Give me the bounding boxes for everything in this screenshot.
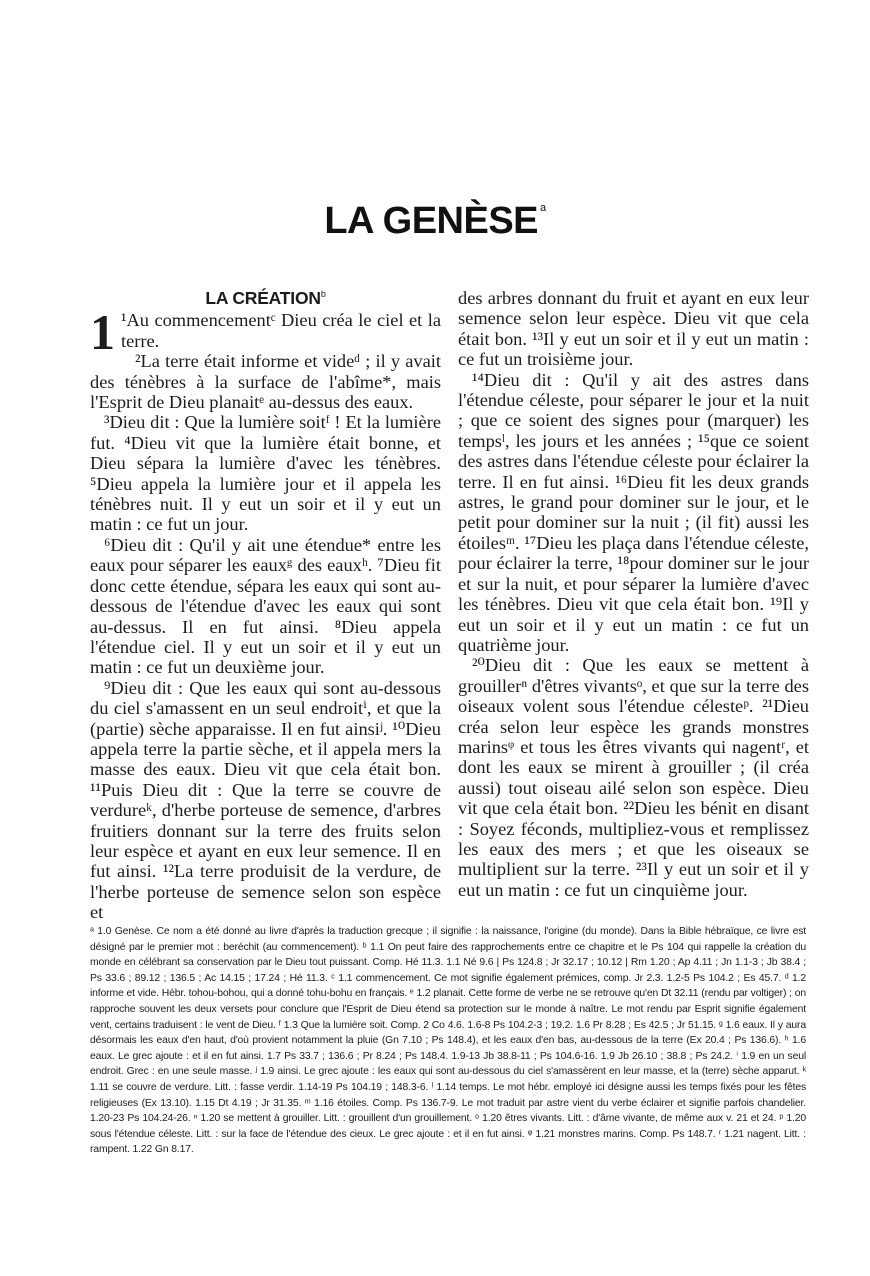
section-title-note: b <box>320 289 326 299</box>
left-column <box>90 280 441 923</box>
verse-paragraph <box>90 304 441 361</box>
book-title <box>0 184 870 245</box>
chapter-number: 1 <box>90 304 115 361</box>
verse-paragraph: ³Dieu dit : Que la lumière soitᶠ ! Et la lumière fut. ⁴Dieu vit que la lumière était bonne, et Dieu sépara la lumière d'avec les ténèbres. ⁵Dieu appela la lumière jour et il appela les ténèbres nuit. Il y eut un soir et il y eut un matin : ce fut un jour. <box>90 412 441 535</box>
footnotes: ᵃ 1.0 Genèse. Ce nom a été donné au livre d'après la traduction grecque ; il signifie : la naissance, l'origine (du monde). Dans la Bible hébraïque, ce livre est désigné par le premier mot : beréchit (au commencement). ᵇ 1.1 On peut faire des rapprochements entre ce chapitre et le Ps 104 qui rappelle la création du monde en célébrant sa conservation par le Dieu tout puissant. Comp. Hé 11.3. 1.1 Né 9.6 | Ps 124.8 ; Jr 32.17 ; 10.12 | Rm 1.20 ; Ap 4.11 ; Jn 1.1-3 ; Jb 38.4 ; Ps 33.6 ; 89.12 ; 136.5 ; Ac 14.15 ; 17.24 ; Hé 11.3. ᶜ 1.1 commencement. Ce mot signifie également prémices, comp. Jr 2.3. 1.2-5 Ps 104.2 ; Es 45.7. ᵈ 1.2 informe et vide. Hébr. tohou-bohou, qui a donné tohu-bohu en français. ᵉ 1.2 planait. Cette forme de verbe ne se retrouve qu'en Dt 32.11 (rendu par voltiger) ; on rapproche souvent les deux versets pour conclure que l'Esprit de Dieu étend sa protection sur le monde à naître. Le mot rendu par Esprit signifie également vent, certains traduisent : le vent de Dieu. ᶠ 1.3 Que la lumière soit. Comp. 2 Co 4.6. 1.6-8 Ps 104.2-3 ; 19.2. 1.6 Pr 8.28 ; Es 42.5 ; Jr 51.15. ᵍ 1.6 eaux. Il y aura désormais les eaux d'en haut, d'où provient notamment la pluie (Gn 7.10 ; Ps 148.4), et les eaux d'en bas, au-dessous de la terre (Ex 20.4 ; Ps 136.6). ʰ 1.6 eaux. Le grec ajoute : et il en fut ainsi. 1.7 Ps 33.7 ; 136.6 ; Pr 8.24 ; Ps 148.4. 1.9-13 Jb 38.8-11 ; Ps 104.6-16. 1.9 Jb 26.10 ; 38.8 ; Ps 24.2. ⁱ 1.9 en un seul endroit. Grec : en une seule masse. ʲ 1.9 ainsi. Le grec ajoute : les eaux qui sont au-dessous du ciel s'amassèrent en leur masse, et la (terre) sèche apparut. ᵏ 1.11 se couvre de verdure. Litt. : fasse verdir. 1.14-19 Ps 104.19 ; 148.3-6. ˡ 1.14 temps. Le mot hébr. employé ici désigne aussi les temps fixés pour les fêtes religieuses (Ex 13.10). 1.15 Dt 4.19 ; Jr 31.35. ᵐ 1.16 étoiles. Comp. Ps 136.7-9. Le mot traduit par astre vient du verbe éclairer et signifie parfois chandelier. 1.20-23 Ps 104.24-26. ⁿ 1.20 se mettent à grouiller. Litt. : grouillent d'un grouillement. ᵒ 1.20 êtres vivants. Litt. : d'âme vivante, de même aux v. 21 et 24. ᵖ 1.20 sous l'étendue céleste. Litt. : sur la face de l'étendue des cieux. Le grec ajoute : et il en fut ainsi. ᵠ 1.21 monstres marins. Comp. Ps 148.7. ʳ 1.21 nagent. Litt. : rampent. 1.22 Gn 8.17. <box>90 926 806 1156</box>
verse-paragraph: ¹⁴Dieu dit : Qu'il y ait des astres dans l'étendue céleste, pour séparer le jour et la nuit ; que ce soient des signes pour (marquer) les tempsˡ, les jours et les années ; ¹⁵que ce soient des astres dans l'étendue céleste pour éclairer la terre. Il en fut ainsi. ¹⁶Dieu fit les deux grands astres, le grand pour dominer sur le jour, et le petit pour dominer sur la nuit ; (il fit) aussi les étoilesᵐ. ¹⁷Dieu les plaça dans l'étendue céleste, pour éclairer la terre, ¹⁸pour dominer sur le jour et sur la nuit, et pour séparer la lumière d'avec les ténèbres. Dieu vit que cela était bon. ¹⁹Il y eut un soir et il y eut un matin : ce fut un quatrième jour. <box>458 369 809 655</box>
book-title-text: LA GENÈSE <box>324 200 539 242</box>
section-title <box>90 284 441 308</box>
verse-paragraph: ²⁰Dieu dit : Que les eaux se mettent à grouillerⁿ d'êtres vivantsᵒ, et que sur la terre des oiseaux volent sous l'étendue célesteᵖ. ²¹Dieu créa selon leur espèce les grands monstres marinsᵠ et tous les êtres vivants qui nagentʳ, et dont les eaux se mirent à grouiller ; (il créa aussi) tout oiseau ailé selon son espèce. Dieu vit que cela était bon. ²²Dieu les bénit en disant : Soyez féconds, multipliez-vous et remplissez les eaux des mers ; et que les oiseaux se multiplient sur la terre. ²³Il y eut un soir et il y eut un matin : ce fut un cinquième jour. <box>458 655 809 900</box>
paragraph-text: ¹Au commencementᶜ Dieu créa le ciel et la terre. <box>121 310 441 351</box>
section-title-text: LA CRÉATION <box>205 288 321 308</box>
verse-paragraph: ⁹Dieu dit : Que les eaux qui sont au-dessous du ciel s'amassent en un seul endroitⁱ, et que la (partie) sèche apparaisse. Il en fut ainsiʲ. ¹⁰Dieu appela terre la partie sèche, et il appela mers la masse des eaux. Dieu vit que cela était bon. ¹¹Puis Dieu dit : Que la terre se couvre de verdureᵏ, d'herbe porteuse de semence, d'arbres fruitiers donnant sur la terre des fruits selon leur espèce et ayant en eux leur semence. Il en fut ainsi. ¹²La terre produisit de la verdure, de l'herbe porteuse de semence selon son espèce et <box>90 677 441 923</box>
verse-paragraph: ⁶Dieu dit : Qu'il y ait une étendue* entre les eaux pour séparer les eauxᵍ des eauxʰ. ⁷Dieu fit donc cette étendue, sépara les eaux qui sont au-dessous de l'étendue d'avec les eaux qui sont au-dessus. Il en fut ainsi. ⁸Dieu appela l'étendue ciel. Il y eut un soir et il y eut un matin : ce fut un deuxième jour. <box>90 534 441 678</box>
right-column <box>458 288 809 900</box>
verse-paragraph: ²La terre était informe et videᵈ ; il y avait des ténèbres à la surface de l'abîme*, mais l'Esprit de Dieu planaitᵉ au-dessus des eaux. <box>90 351 441 413</box>
book-title-note: a <box>540 202 546 214</box>
verse-paragraph: des arbres donnant du fruit et ayant en eux leur semence selon leur espèce. Dieu vit que cela était bon. ¹³Il y eut un soir et il y eut un matin : ce fut un troisième jour. <box>458 288 809 370</box>
